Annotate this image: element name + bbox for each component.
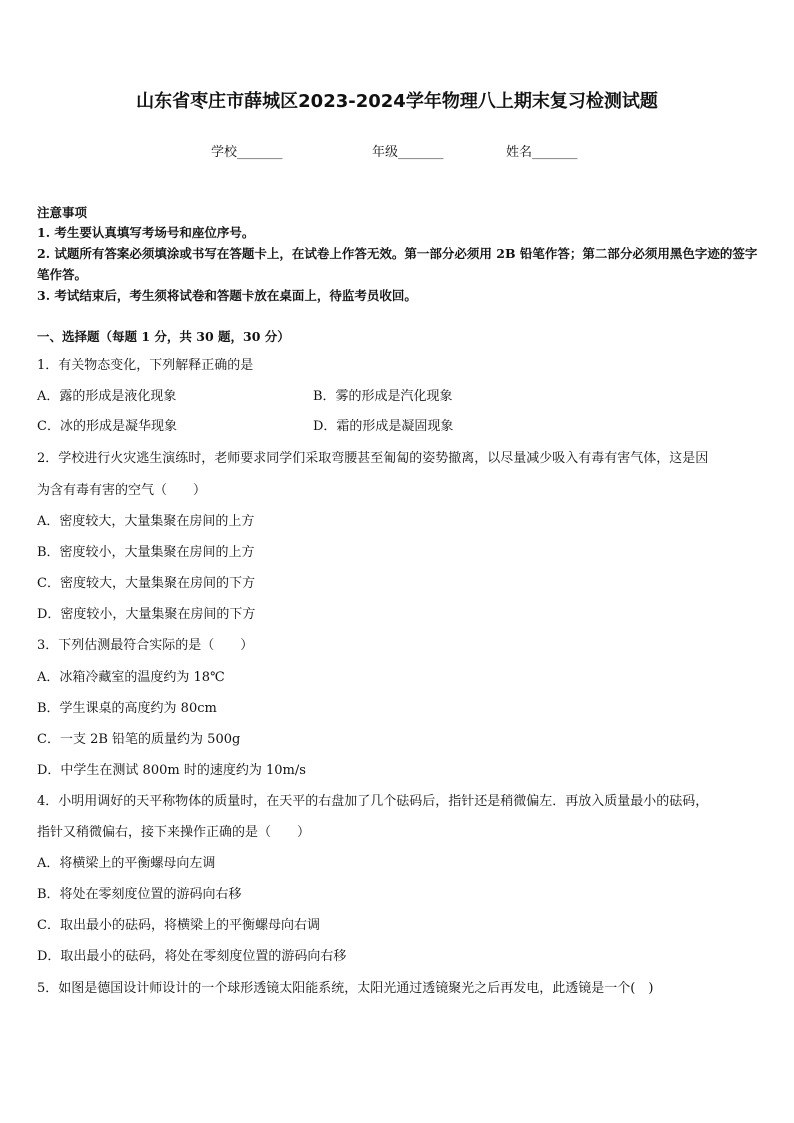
note-item: 2. 试题所有答案必须填涂或书写在答题卡上，在试卷上作答无效。第一部分必须用 2B 铅笔作答；第二部分必须用黑色字迹的签字笔作答。: [37, 246, 758, 282]
grade-field: 年级_______: [372, 145, 444, 160]
question-2-option-b: B．密度较小，大量集聚在房间的上方: [37, 545, 255, 560]
question-4-option-a: A．将横梁上的平衡螺母向左调: [37, 856, 216, 871]
student-info-row: [0, 141, 794, 159]
document-title: 山东省枣庄市薛城区2023-2024学年物理八上期末复习检测试题: [136, 91, 658, 112]
note-item: 3. 考试结束后，考生须将试卷和答题卡放在桌面上，待监考员收回。: [37, 288, 417, 303]
question-4-stem: 4．小明用调好的天平称物体的质量时，在天平的右盘加了几个砝码后，指针还是稍微偏左．再放入质量最小的砝码，: [37, 794, 709, 809]
question-4-stem-cont: 指针又稍微偏右，接下来操作正确的是（ ）: [37, 825, 311, 840]
question-3-option-c: C．一支 2B 铅笔的质量约为 500g: [37, 732, 241, 747]
question-3-option-d: D．中学生在测试 800m 时的速度约为 10m/s: [37, 763, 306, 778]
question-2-stem-cont: 为含有毒有害的空气（ ）: [37, 483, 207, 498]
section-heading: 一、选择题（每题 1 分，共 30 题，30 分）: [37, 329, 290, 344]
question-1-option-b: B．雾的形成是汽化现象: [313, 389, 453, 404]
question-2-option-c: C．密度较大，大量集聚在房间的下方: [37, 576, 255, 591]
question-2-option-d: D．密度较小，大量集聚在房间的下方: [37, 607, 256, 622]
notes-list: [37, 222, 762, 306]
question-3-option-b: B．学生课桌的高度约为 80cm: [37, 701, 217, 716]
question-1-option-a: A．露的形成是液化现象: [37, 389, 177, 404]
question-1-option-d: D．霜的形成是凝固现象: [313, 419, 454, 434]
question-2-option-a: A．密度较大，大量集聚在房间的上方: [37, 514, 255, 529]
question-3-stem: 3．下列估测最符合实际的是（ ）: [37, 638, 254, 653]
question-4-option-c: C．取出最小的砝码，将横梁上的平衡螺母向右调: [37, 918, 320, 933]
question-5-stem: 5．如图是德国设计师设计的一个球形透镜太阳能系统，太阳光通过透镜聚光之后再发电，此透镜是一个( ): [37, 981, 654, 996]
notes-heading: 注意事项: [37, 205, 88, 220]
question-3-option-a: A．冰箱冷藏室的温度约为 18℃: [37, 670, 225, 685]
name-field: 姓名_______: [506, 145, 578, 160]
school-field: 学校_______: [211, 145, 283, 160]
question-4-option-b: B．将处在零刻度位置的游码向右移: [37, 887, 242, 902]
question-1-option-c: C．冰的形成是凝华现象: [37, 419, 177, 434]
question-1-stem: 1．有关物态变化，下列解释正确的是: [37, 358, 254, 373]
question-4-option-d: D．取出最小的砝码，将处在零刻度位置的游码向右移: [37, 949, 347, 964]
question-2-stem: 2．学校进行火灾逃生演练时，老师要求同学们采取弯腰甚至匍匐的姿势撤离，以尽量减少吸入有毒有害气体，这是因: [37, 451, 709, 466]
note-item: 1. 考生要认真填写考场号和座位序号。: [37, 225, 255, 240]
